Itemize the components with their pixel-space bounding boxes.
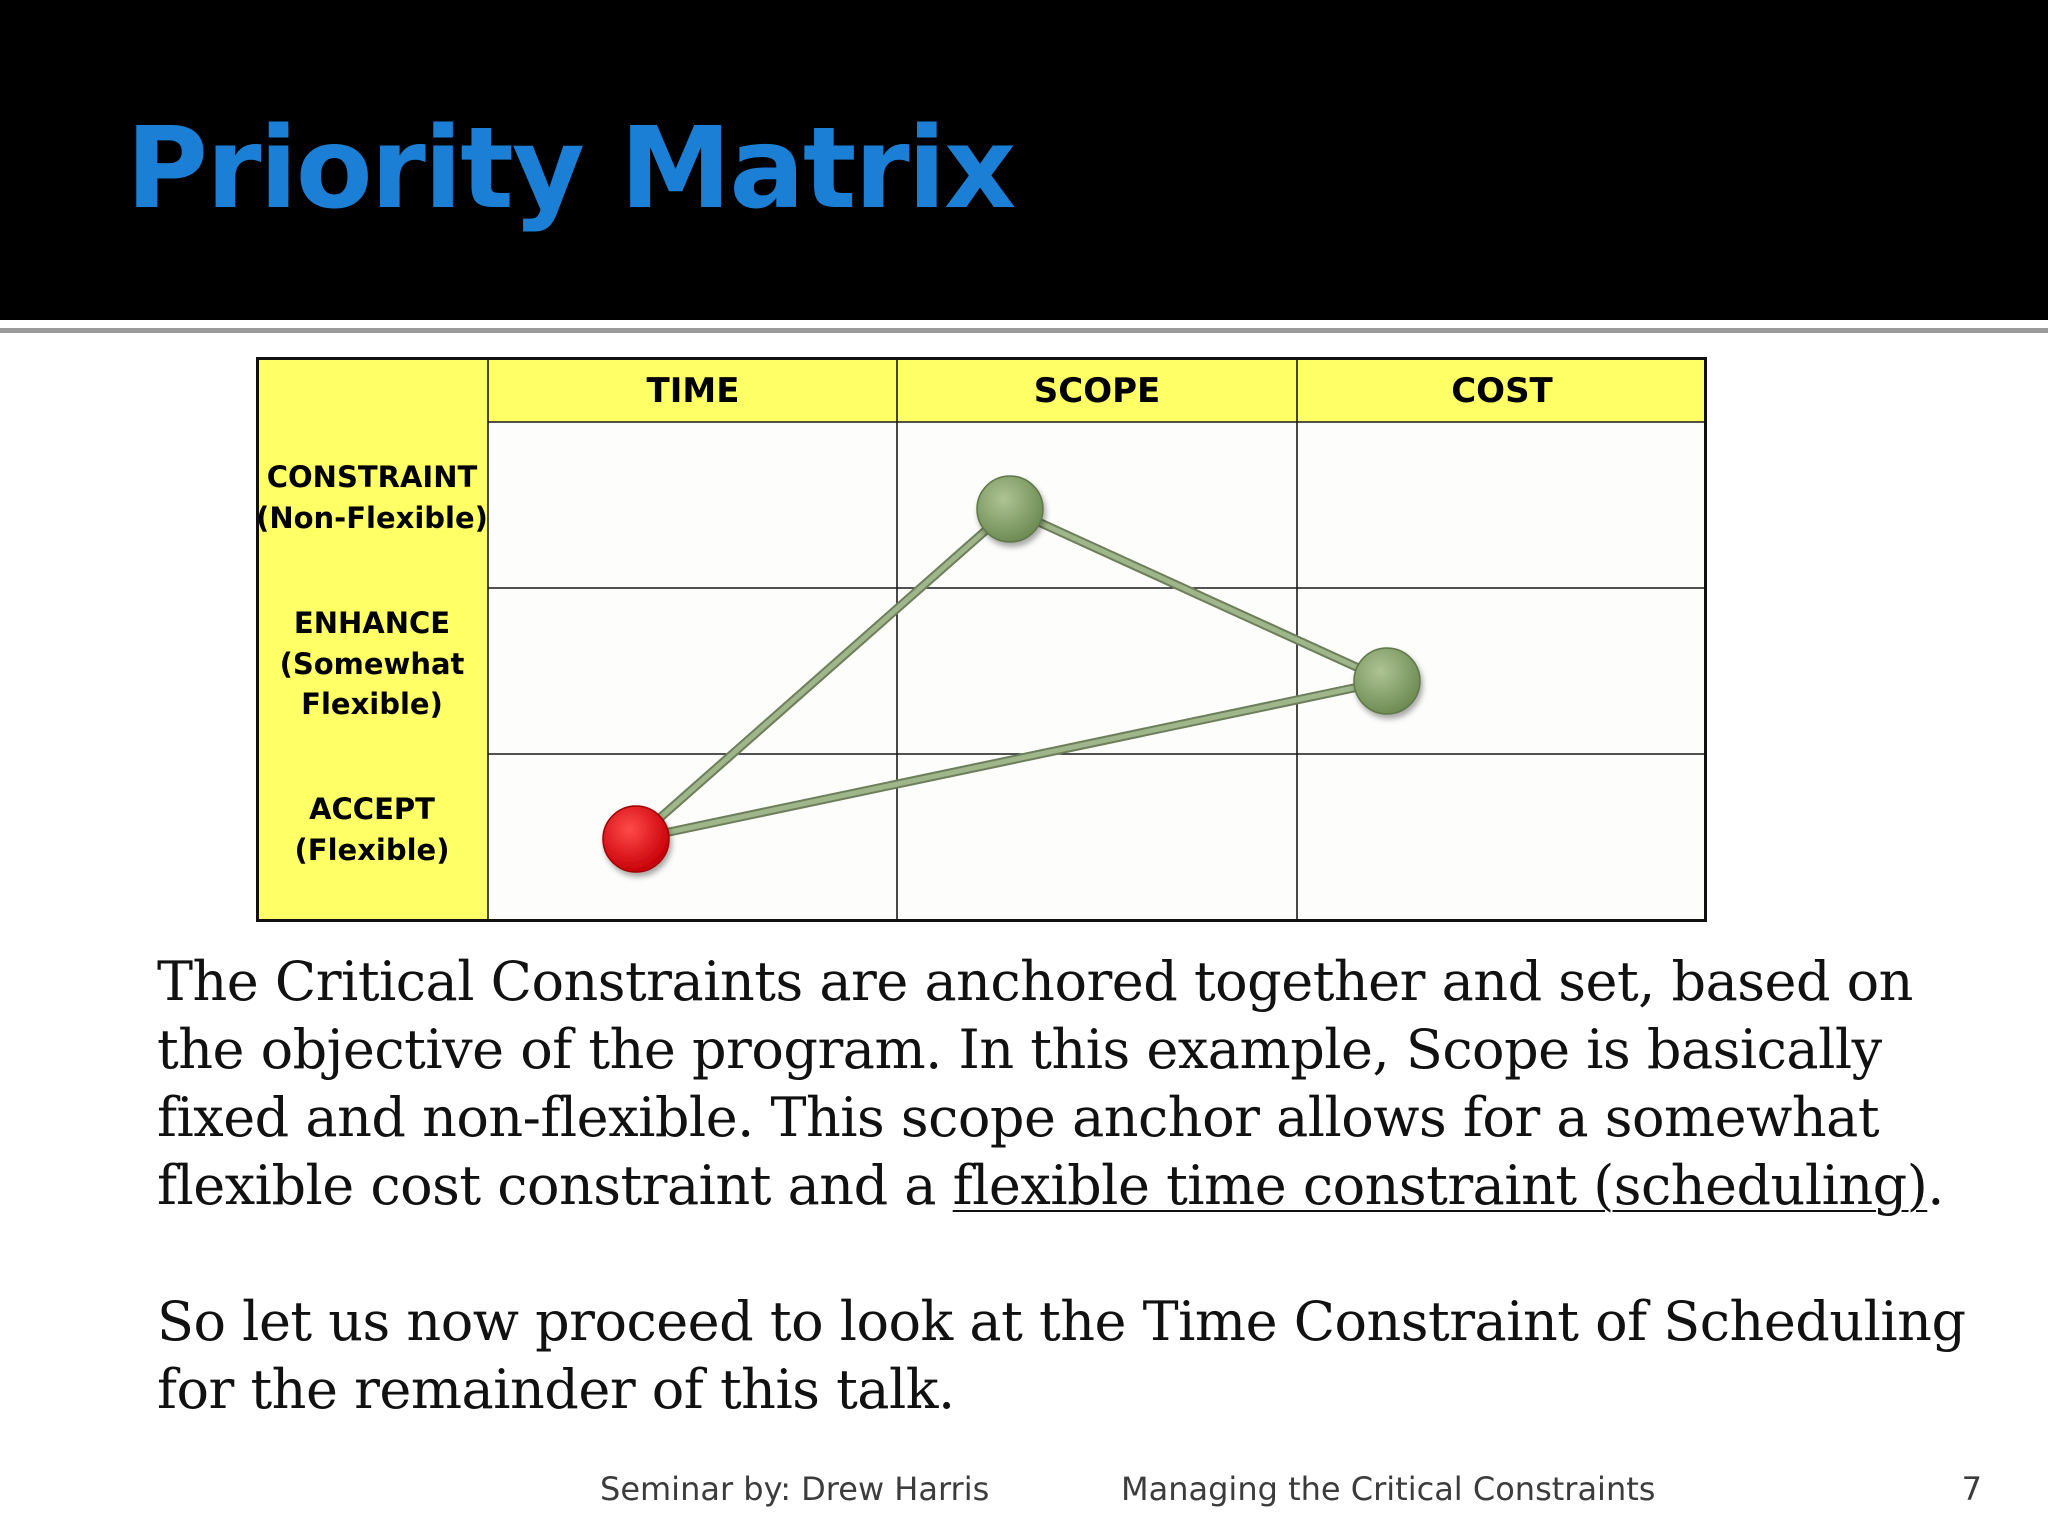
title-bar xyxy=(0,0,2048,320)
column-header-cost: COST xyxy=(1451,371,1553,411)
title-divider-shadow xyxy=(0,328,2048,333)
slide-body xyxy=(157,948,1977,1424)
marker-scope xyxy=(977,476,1043,542)
marker-time xyxy=(603,806,669,872)
body-paragraph-2: So let us now proceed to look at the Time Constraint of Scheduling for the remainder of this talk. xyxy=(157,1290,1966,1421)
title-divider xyxy=(0,320,2048,326)
column-header-time: TIME xyxy=(646,371,740,411)
body-paragraph-1 xyxy=(157,948,1977,1220)
body-paragraph-1-text: The Critical Constraints are anchored together and set, based on the objective of the program. In this example, Scope is basically fixed and non-flexible. This scope anchor allows for a somewhat flexible cost constraint and a xyxy=(157,950,1913,1217)
footer-topic: Managing the Critical Constraints xyxy=(1121,1470,1656,1508)
slide-footer xyxy=(0,1470,2048,1520)
column-header-scope: SCOPE xyxy=(1033,371,1161,411)
flexible-time-constraint-link[interactable]: flexible time constraint (scheduling) xyxy=(952,1154,1928,1217)
row-header-constraint: CONSTRAINT xyxy=(266,460,478,494)
row-header-enhance-note: (Somewhat xyxy=(279,647,465,681)
footer-presenter: Seminar by: Drew Harris xyxy=(600,1470,990,1508)
row-header-enhance: ENHANCE xyxy=(293,606,451,640)
slide-title: Priority Matrix xyxy=(126,104,1015,234)
row-header-enhance-note-2: Flexible) xyxy=(301,687,443,721)
row-header-accept-note: (Flexible) xyxy=(294,833,450,867)
page-number: 7 xyxy=(1961,1470,1982,1508)
priority-matrix xyxy=(256,357,1707,922)
row-header-constraint-note: (Non-Flexible) xyxy=(256,501,488,535)
body-paragraph-1-end: . xyxy=(1927,1154,1944,1217)
row-header-accept: ACCEPT xyxy=(309,792,435,826)
marker-cost xyxy=(1354,648,1420,714)
matrix-body xyxy=(488,422,1707,922)
